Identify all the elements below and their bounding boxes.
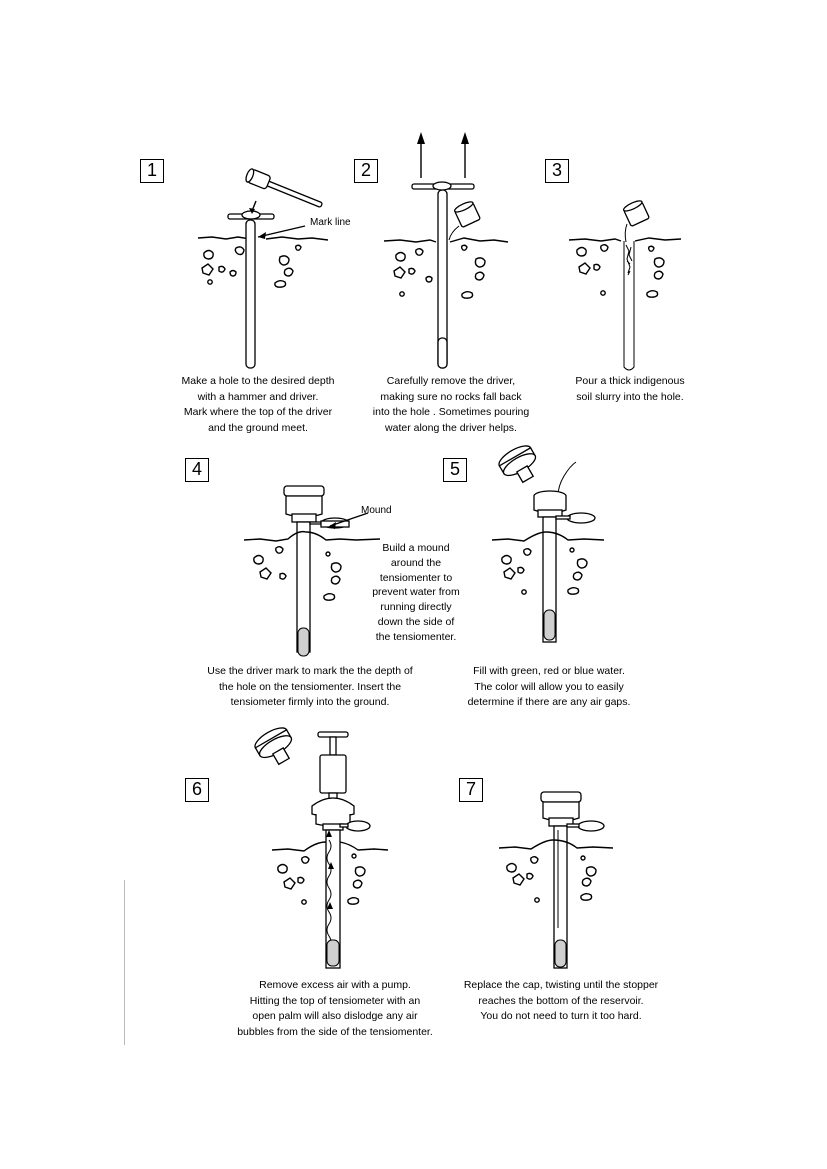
step-2-caption-line: into the hole . Sometimes pouring (372, 406, 530, 418)
step-2-caption-line: Carefully remove the driver, (386, 375, 516, 387)
step-7-caption-line: Replace the cap, twisting until the stopper (463, 979, 659, 991)
step-1-mark-line-label: Mark line (310, 217, 351, 228)
step-4-caption (200, 664, 420, 711)
step-4-note-line: Build a mound (382, 542, 450, 554)
step-4-note-line: tensiomenter to (379, 571, 453, 584)
step-5-illustration (488, 440, 618, 665)
step-6-caption-line: open palm will also dislodge any air (252, 1010, 418, 1022)
step-6-caption (230, 978, 440, 1040)
step-4-caption-line: tensiometer firmly into the ground. (230, 696, 390, 708)
step-4-side-note (366, 541, 466, 645)
step-4-note-line: around the (390, 556, 442, 569)
step-1-caption-line: with a hammer and driver. (197, 390, 319, 403)
step-3-number: 3 (545, 159, 569, 183)
step-1-illustration (190, 160, 340, 375)
step-3-illustration (565, 195, 685, 375)
step-7-caption (458, 978, 664, 1025)
step-2-illustration (380, 128, 510, 373)
step-3-caption (565, 374, 695, 405)
scan-edge-line (124, 880, 125, 1045)
step-1-caption-line: and the ground meet. (208, 421, 308, 434)
step-1-number: 1 (140, 159, 164, 183)
step-6-caption-line: Remove excess air with a pump. (259, 979, 411, 991)
step-7-number: 7 (459, 778, 483, 802)
step-5-caption-line: The color will allow you to easily (474, 680, 624, 693)
step-4-note-line: running directly (380, 601, 452, 614)
step-4-caption-line: the hole on the tensiomenter. Insert the (218, 680, 402, 693)
step-4-mound-label: Mound (361, 505, 392, 516)
step-4-number: 4 (185, 458, 209, 482)
step-1-caption-line: Make a hole to the desired depth (181, 375, 335, 387)
step-5-caption-line: Fill with green, red or blue water. (473, 665, 625, 677)
step-7-caption-line: reaches the bottom of the reservoir. (478, 994, 644, 1007)
step-4-caption-line: Use the driver mark to mark the the depth of (207, 665, 413, 677)
step-6-number: 6 (185, 778, 209, 802)
step-2-number: 2 (354, 159, 378, 183)
step-7-illustration (495, 778, 625, 978)
step-5-caption-line: determine if there are any air gaps. (467, 696, 631, 708)
step-2-caption-line: water along the driver helps. (385, 421, 517, 434)
step-4-note-line: prevent water from (372, 586, 460, 599)
step-5-caption (456, 664, 642, 711)
step-3-caption-line: Pour a thick indigenous (575, 375, 685, 387)
step-3-caption-line: soil slurry into the hole. (576, 390, 684, 403)
step-5-number: 5 (443, 458, 467, 482)
step-4-note-line: down the side of (377, 615, 455, 628)
step-6-illustration (250, 722, 390, 977)
step-4-note-line: the tensiomenter. (375, 630, 457, 643)
step-2-caption-line: making sure no rocks fall back (380, 390, 522, 403)
step-7-caption-line: You do not need to turn it too hard. (480, 1010, 642, 1022)
step-6-caption-line: Hitting the top of tensiometer with an (249, 994, 421, 1007)
step-2-caption (366, 374, 536, 436)
step-6-caption-line: bubbles from the side of the tensiomenter. (237, 1025, 433, 1038)
step-1-caption (178, 374, 338, 436)
step-1-caption-line: Mark where the top of the driver (183, 406, 333, 418)
